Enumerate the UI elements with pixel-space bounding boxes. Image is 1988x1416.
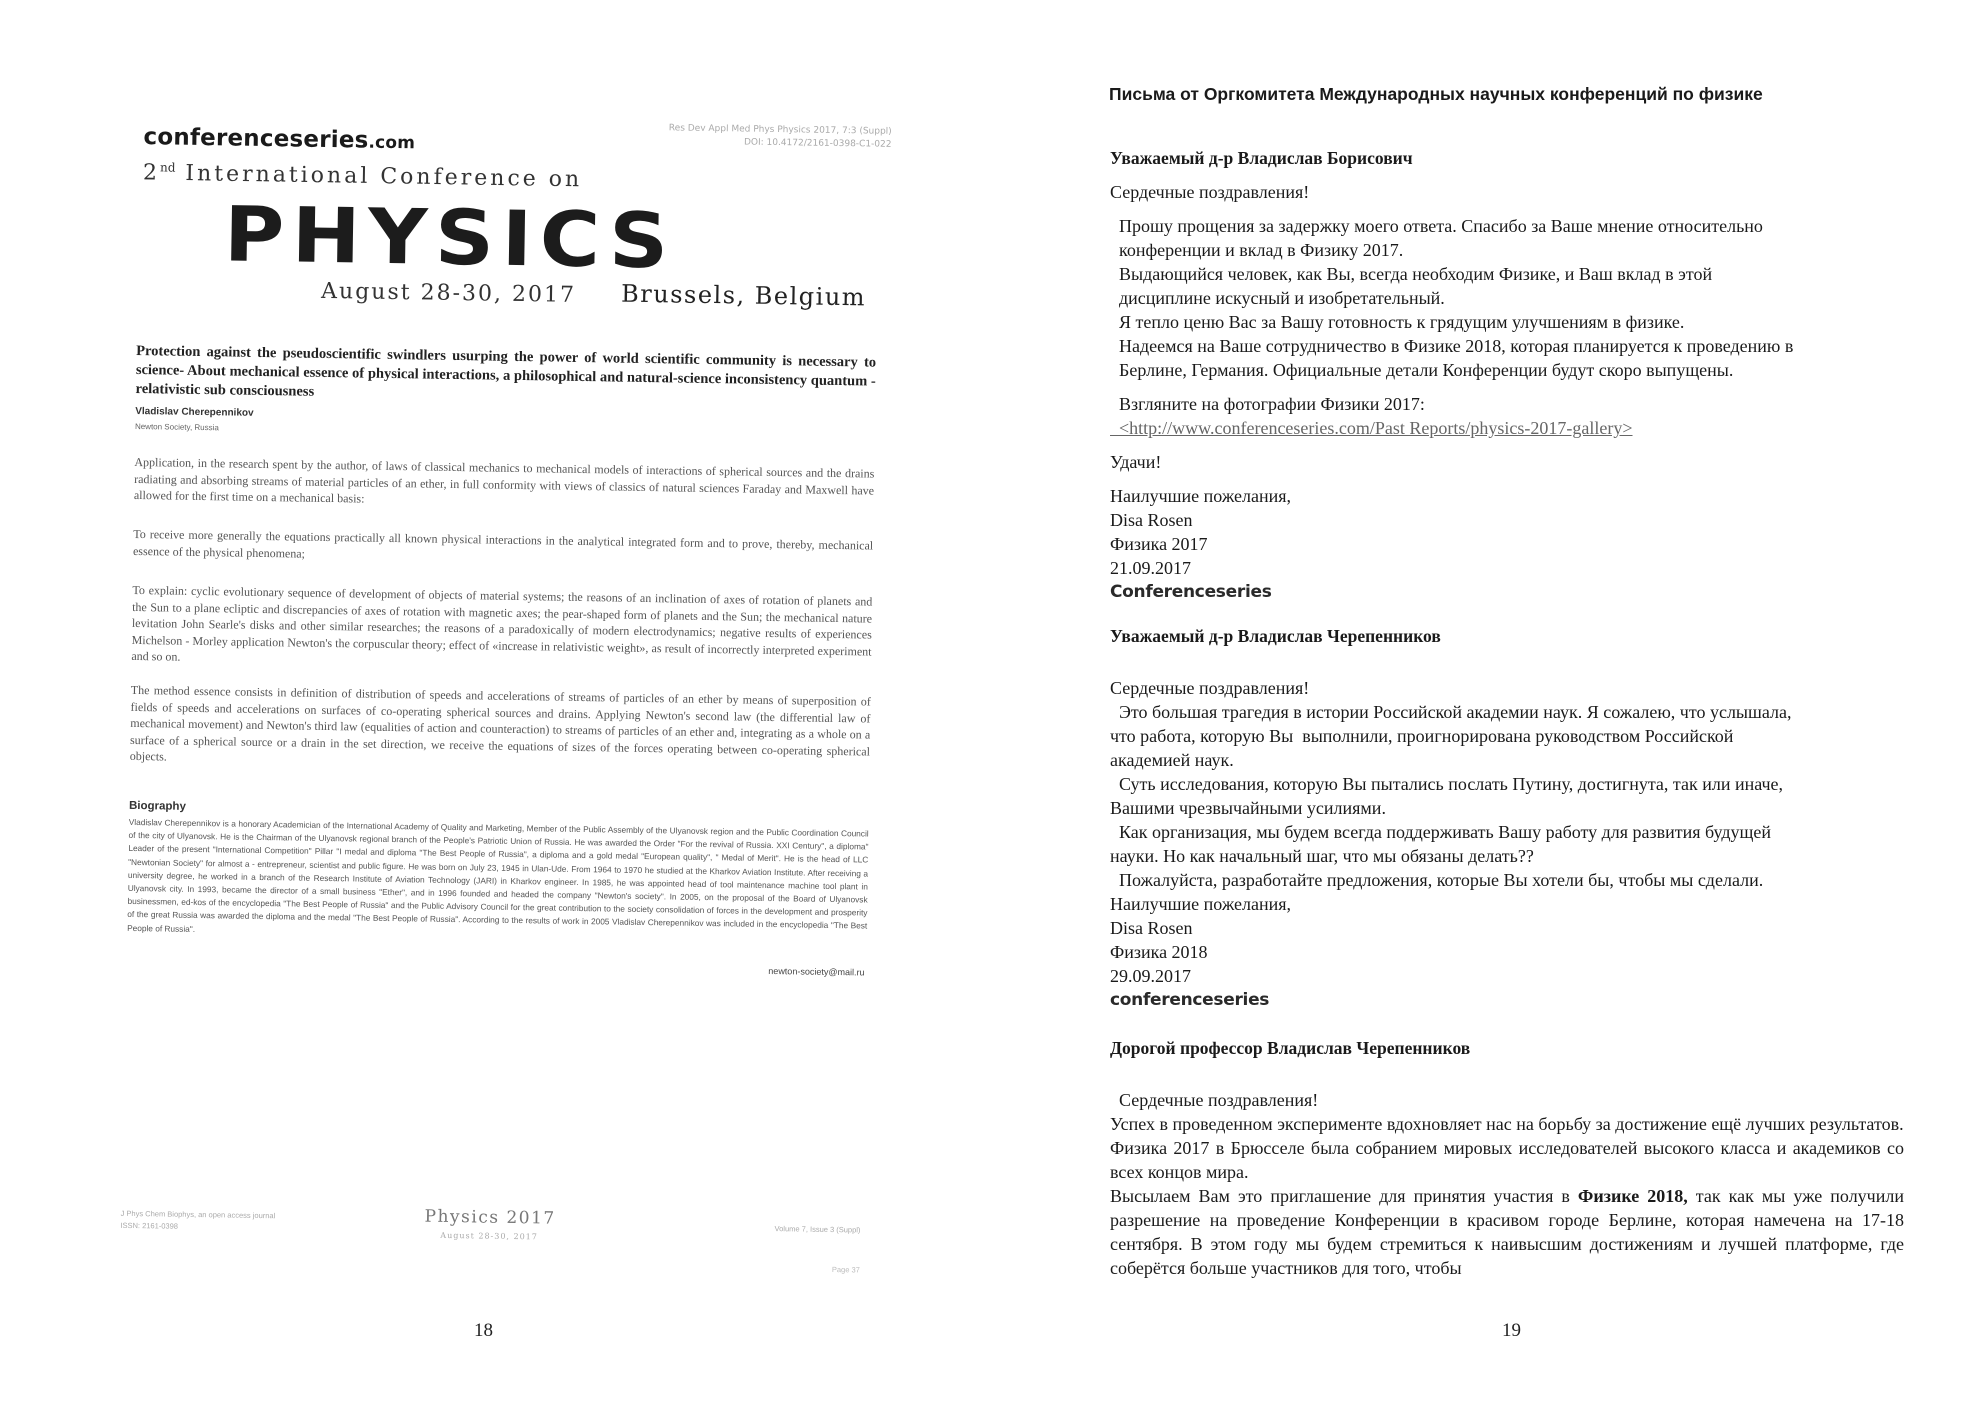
letter-congrats: Сердечные поздравления! [1110, 182, 1310, 202]
conference-location: Brussels, Belgium [620, 279, 867, 312]
letter-congrats: Сердечные поздравления! [1110, 1090, 1319, 1110]
letter-greeting: Уважаемый д-р Владислав Черепенников [1110, 626, 1441, 646]
journal-reference [631, 122, 891, 152]
photos-gallery-link[interactable]: <http://www.conferenceseries.com/Past Reports/physics-2017-gallery> [1110, 418, 1633, 438]
conference-heading [143, 160, 583, 192]
letter-line: Пожалуйста, разработайте предложения, которые Вы хотели бы, чтобы мы сделали. [1110, 870, 1764, 890]
page-title: Письма от Оргкомитета Международных научных конференций по физике [1109, 84, 1763, 104]
conferenceseries-logo [143, 124, 415, 154]
letter-line: Надеемся на Ваше сотрудничество в Физике 2018, которая планируется к проведению в [1110, 336, 1794, 356]
letter-signer: Disa Rosen [1110, 510, 1193, 530]
letter-line: Это большая трагедия в истории Российской академии наук. Я сожалею, что услышала, [1110, 702, 1792, 722]
letter-paragraph: Успех в проведенном эксперименте вдохновляет нас на борьбу за достижение ещё лучших результатов. [1110, 1114, 1904, 1134]
letter-line: Вашими чрезвычайными усилиями. [1110, 798, 1386, 818]
conferenceseries-logo: Conferenceseries [1110, 582, 1272, 602]
invitation-text-end: так как мы уже получили разрешение на проведение Конференции в красивом городе Берлине, которая намечена на 17-18 сентября. В этом году мы будем стремиться к наивысшим достижениям и лучшей платформе, где соберётся больше участников для того, чтобы [1110, 1186, 1904, 1278]
conference-ordinal-suffix: nd [159, 160, 176, 175]
letter-2 [1110, 624, 1910, 1012]
conference-name: PHYSICS [223, 189, 677, 286]
letter-3 [1110, 1036, 1904, 1280]
conference-heading-text: International Conference on [185, 161, 583, 193]
abstract-paragraph: To receive more generally the equations practically all known physical interactions in the analytical integrated form and to prove, thereby, mechanical essence of the physical phenomena; [132, 526, 874, 561]
footer-journal-page: Page 37 [831, 1265, 860, 1275]
biography-text: Vladislav Cherepennikov is a honorary Academician of the International Academy of Quality and Marketing, Member of the Public Assembly of the Ulyanovsk region and the Public Coordination Council of the city of Ulyanovsk. He is the Chairman of the Ulyanovsk regional branch of the People's Patriotic Union of Russia. He was awarded the Order "For the revival of Russia. XXI Century", a diploma" Leader of the present "International Competition" Pillar "I medal and diploma "The Best People of Russia", a diploma and a gold medal "European quality", " Medal of Merit". He is the head of LLC "Newtonian Society" for almost a - entrepreneur, scientist and public figure. He was born on July 23, 1945 in Ulan-Ude. From 1964 to 1970 he studied at the Kharkov Aviation Institute. After receiving a university degree, he worked in a branch of the Research Institute of Aviation Technology (JARI) in Kharkov engineer. In 1985, he was appointed head of tool maintenance machine tool plant in Ulyanovsk city. In 1993, became the director of a small business "Ether", and in 1996 founded and headed the company "Newton's society". In 2005, on the proposal of the Board of Ulyanovsk businessmen, ed-kos of the encyclopedia "The Best People of Russia" and the Public Advisory Council for the great contribution to the society consolidation of forces in the development and prosperity of the great Russia was awarded the diploma and the medal "The Best People of Russia". According to the results of work in 2005 Vladislav Cherepennikov was included in the encyclopedia "The Best People of Russia". [127, 816, 869, 934]
abstract-author: Vladislav Cherepennikov [135, 405, 254, 419]
footer-volume: Volume 7, Issue 3 (Suppl) [774, 1224, 861, 1235]
letter-line: Выдающийся человек, как Вы, всегда необходим Физике, и Ваш вклад в этой [1110, 264, 1713, 284]
letter-line: Берлине, Германия. Официальные детали Конференции будут скоро выпущены. [1110, 360, 1734, 380]
abstract-paragraph: The method essence consists in definition of distribution of speeds and accelerations of streams of particles of an ether by means of superposition of fields of speeds and accelerations on surfaces of co-operating spherical sources and drains. Applying Newton's second law (the differential law of mechanical movement) and Newton's third law (equalities of action and counteraction) to streams of particles of an ether and, integrating as a whole on a surface of a spherical source or a drain in the set direction, we receive the equations of sizes of the forces operating between co-operating spherical objects. [129, 682, 871, 764]
letter-line: Суть исследования, которую Вы пытались послать Путину, достигнута, так или иначе, [1110, 774, 1784, 794]
letter-line: академией наук. [1110, 750, 1234, 770]
letter-event: Физика 2018 [1110, 942, 1208, 962]
journal-ref-doi: DOI: 10.4172/2161-0398-C1-022 [743, 137, 892, 150]
footer-event-logo: Physics 2017 [424, 1206, 556, 1229]
page-number: 18 [474, 1320, 493, 1341]
author-email: newton-society@mail.ru [768, 965, 865, 978]
journal-ref-line: Res Dev Appl Med Phys Physics 2017, 7:3 (Suppl) [668, 123, 892, 137]
letter-line: конференции и вклад в Физику 2017. [1110, 240, 1404, 260]
letter-greeting: Дорогой профессор Владислав Черепенников [1110, 1038, 1471, 1058]
letter-signer: Disa Rosen [1110, 918, 1193, 938]
letter-1 [1110, 146, 1910, 604]
invitation-text-start: Высылаем Вам это приглашение для принятия участия в [1110, 1186, 1578, 1206]
letter-wishes: Наилучшие пожелания, [1110, 894, 1292, 914]
abstract-paragraph: To explain: cyclic evolutionary sequence of development of objects of material systems; the reasons of an inclination of axes of rotation of planets and the Sun to a plane ecliptic and discrepancies of axes of rotation with magnetic axes; the pear-shaped form of planets and the Sun; the mechanical nature levitation John Searle's disks and other similar researches; the reasons of a paradoxically of modern electrodynamics; negative results of experiences Michelson - Morley application Newton's the corpuscular theory; effect of «increase in relativistic weight», as result of incorrectly interpreted experiment and so on. [131, 582, 873, 664]
invitation-event-highlight: Физике 2018, [1577, 1186, 1688, 1206]
journal-footer-issn: ISSN: 2161-0398 [120, 1220, 179, 1231]
abstract-paragraph: Application, in the research spent by the author, of laws of classical mechanics to mechanical models of interactions of spherical sources and the drains radiating and absorbing streams of material particles of an ether, in full conformity with views of classics of natural sciences Faraday and Maxwell have allowed for the first time on a mechanical basis: [133, 454, 875, 506]
footer-event-date: August 28-30, 2017 [440, 1230, 538, 1242]
abstract-title: Protection against the pseudoscientific swindlers usurping the power of world scientific community is necessary to science- About mechanical essence of physical interactions, a philosophical and natural-science inconsistency quantum - relativistic sub consciousness [135, 342, 877, 400]
conference-ordinal: 2 [142, 160, 161, 186]
logo-brand: conferenceseries [143, 124, 369, 154]
journal-footer [120, 1208, 275, 1234]
page-number: 19 [1502, 1320, 1521, 1341]
logo-tld: .com [368, 132, 416, 154]
photos-label: Взгляните на фотографии Физики 2017: [1110, 394, 1425, 414]
journal-footer-name: J Phys Chem Biophys, an open access journal [120, 1208, 276, 1221]
letter-paragraph-invitation [1110, 1184, 1904, 1280]
letter-line: Прошу прощения за задержку моего ответа. Спасибо за Ваше мнение относительно [1110, 216, 1763, 236]
letter-paragraph: Физика 2017 в Брюсселе была собранием мировых исследователей высокого класса и академиков со всех концов мира. [1110, 1138, 1904, 1182]
letter-wishes: Наилучшие пожелания, [1110, 486, 1292, 506]
letter-line: Как организация, мы будем всегда поддерживать Вашу работу для развития будущей [1110, 822, 1772, 842]
right-page [994, 0, 1988, 1416]
letter-luck: Удачи! [1110, 452, 1162, 472]
letter-line: Я тепло ценю Вас за Вашу готовность к грядущим улучшениям в физике. [1110, 312, 1685, 332]
letter-line: дисциплине искусный и изобретательный. [1110, 288, 1445, 308]
letter-congrats: Сердечные поздравления! [1110, 678, 1310, 698]
conference-dates: August 28-30, 2017 [320, 278, 577, 308]
letter-date: 21.09.2017 [1110, 558, 1191, 578]
letter-line: науки. Но как начальный шаг, что мы обязаны делать?? [1110, 846, 1534, 866]
biography-heading: Biography [128, 799, 186, 813]
conference-abstract-scan [120, 108, 892, 1275]
letter-greeting: Уважаемый д-р Владислав Борисович [1110, 148, 1413, 168]
letter-event: Физика 2017 [1110, 534, 1208, 554]
abstract-affiliation: Newton Society, Russia [134, 421, 219, 433]
letter-date: 29.09.2017 [1110, 966, 1191, 986]
conferenceseries-logo: conferenceseries [1110, 990, 1270, 1010]
letter-line: что работа, которую Вы выполнили, проигнорирована руководством Российской [1110, 726, 1734, 746]
